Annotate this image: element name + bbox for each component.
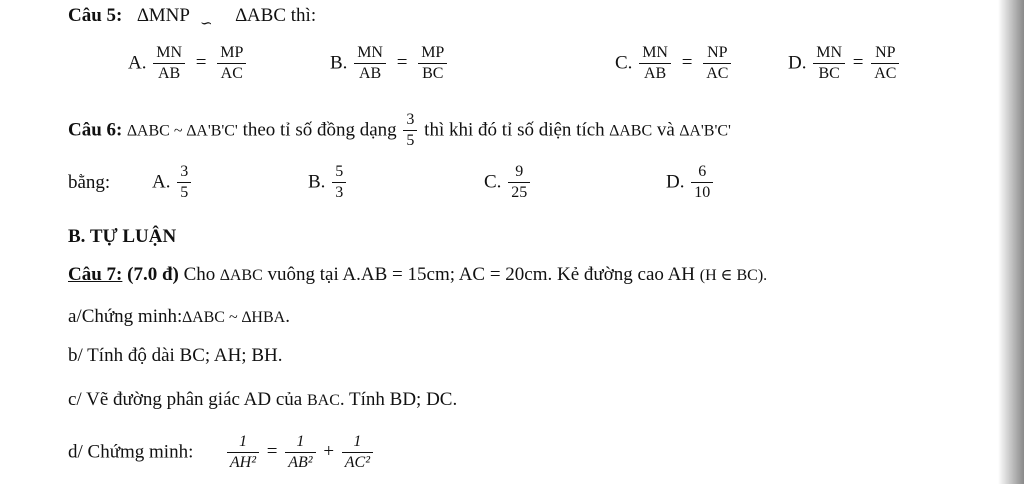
question-7-text: vuông tại A.AB = 15cm; AC = 20cm. Kẻ đường cao AH: [267, 264, 696, 285]
option-letter: C.: [615, 52, 633, 74]
fraction: [703, 44, 731, 84]
numerator: 3: [403, 111, 417, 131]
question-6-mid: theo tỉ số đồng dạng: [242, 119, 397, 141]
q5-option-d[interactable]: [788, 44, 901, 84]
section-heading: B. TỰ LUẬN: [68, 226, 177, 247]
numerator: 1: [342, 433, 373, 453]
numerator: NP: [871, 44, 899, 64]
question-7-text-start: Cho: [183, 264, 216, 285]
numerator: MN: [153, 44, 185, 64]
q5-option-c[interactable]: [615, 44, 733, 84]
denominator: AB: [643, 65, 667, 83]
denominator: AB: [158, 65, 181, 83]
equals-sign: =: [852, 52, 864, 74]
denominator: AB²: [288, 454, 313, 472]
question-7-points: (7.0 đ): [127, 264, 179, 285]
denominator: 5: [406, 132, 415, 150]
point-condition: (H ∈ BC).: [699, 267, 768, 284]
option-letter: D.: [788, 52, 807, 74]
numerator: 1: [285, 433, 315, 453]
denominator: BC: [422, 65, 444, 83]
fraction: [871, 44, 899, 84]
part-a-math: ∆ABC ~ ∆HBA: [182, 309, 286, 326]
triangle-mnp: ∆MNP: [137, 5, 190, 26]
option-letter: B.: [330, 52, 348, 74]
page-edge-shadow: [998, 0, 1024, 484]
fraction: [418, 44, 447, 84]
q6-option-b[interactable]: [308, 163, 348, 203]
triangle-abc: ∆ABC: [235, 5, 287, 26]
triangle-abc: ∆ABC: [220, 267, 263, 284]
numerator: MN: [354, 44, 386, 64]
plus-sign: +: [323, 441, 335, 463]
question-7-label: Câu 7:: [68, 264, 123, 285]
and-word: và: [656, 119, 675, 141]
numerator: NP: [703, 44, 731, 64]
fraction: [508, 163, 530, 203]
equals-sign: =: [266, 441, 278, 463]
part-c-text: c/ Vẽ đường phân giác AD của: [68, 389, 303, 410]
fraction: [639, 44, 671, 84]
fraction: [217, 44, 246, 84]
numerator: 9: [508, 163, 530, 183]
fraction: [332, 163, 346, 203]
part-d-text: d/ Chứmg minh:: [68, 441, 194, 463]
triangle-abc: ∆ABC: [609, 122, 653, 140]
triangle-a-prime: ∆A'B'C': [679, 122, 731, 140]
q6-lead: bằng:: [68, 172, 111, 193]
fraction: [813, 44, 845, 84]
equals-sign: =: [195, 52, 207, 74]
q5-option-a[interactable]: [128, 44, 248, 84]
fraction-1-over-ah2: [227, 433, 259, 473]
part-a-text: a/Chứng minh:: [68, 306, 183, 327]
numerator: 1: [227, 433, 259, 453]
part-d: [68, 433, 375, 473]
numerator: MN: [639, 44, 671, 64]
question-5-header: [68, 5, 316, 33]
option-letter: B.: [308, 171, 326, 193]
fraction: [153, 44, 185, 84]
question-7-header: [68, 264, 767, 286]
q6-option-a[interactable]: [152, 163, 193, 203]
similar-symbol: ∽: [199, 16, 213, 32]
denominator: AC: [706, 65, 729, 83]
similarity-relation: ∆ABC ~ ∆A'B'C': [127, 122, 238, 140]
option-letter: A.: [152, 171, 171, 193]
numerator: MP: [418, 44, 447, 64]
ratio-fraction: [403, 111, 417, 151]
denominator: 3: [335, 184, 344, 202]
equals-sign: =: [681, 52, 693, 74]
option-letter: D.: [666, 171, 685, 193]
part-c: [68, 389, 457, 411]
denominator: AB: [358, 65, 382, 83]
denominator: 5: [180, 184, 189, 202]
denominator: AC²: [344, 454, 371, 472]
denominator: 25: [511, 184, 528, 202]
fraction: [691, 163, 713, 203]
denominator: AC: [874, 65, 897, 83]
question-6-tail: thì khi đó tỉ số diện tích: [424, 119, 605, 141]
numerator: 5: [332, 163, 346, 183]
question-6-header: [68, 111, 731, 151]
q5-option-b[interactable]: [330, 44, 449, 84]
question-6-label: Câu 6:: [68, 119, 123, 141]
option-letter: A.: [128, 52, 147, 74]
q6-option-d[interactable]: [666, 163, 715, 203]
numerator: MN: [813, 44, 845, 64]
fraction-1-over-ab2: [285, 433, 315, 473]
angle-bac: BAC: [306, 392, 340, 409]
denominator: BC: [818, 65, 840, 83]
numerator: 3: [177, 163, 191, 183]
fraction-1-over-ac2: [342, 433, 373, 473]
part-a: [68, 306, 290, 328]
denominator: AH²: [229, 454, 256, 472]
fraction: [177, 163, 191, 203]
option-letter: C.: [484, 171, 502, 193]
part-a-dot: .: [285, 306, 290, 327]
denominator: 10: [694, 184, 711, 202]
part-c-suffix: . Tính BD; DC.: [339, 389, 458, 410]
numerator: 6: [691, 163, 713, 183]
equals-sign: =: [396, 52, 408, 74]
numerator: MP: [217, 44, 246, 64]
part-b: b/ Tính độ dài BC; AH; BH.: [68, 345, 283, 366]
question-5-label: Câu 5:: [68, 5, 123, 26]
fraction: [354, 44, 386, 84]
question-5-tail: thì:: [290, 5, 317, 26]
denominator: AC: [220, 65, 243, 83]
q6-option-c[interactable]: [484, 163, 532, 203]
